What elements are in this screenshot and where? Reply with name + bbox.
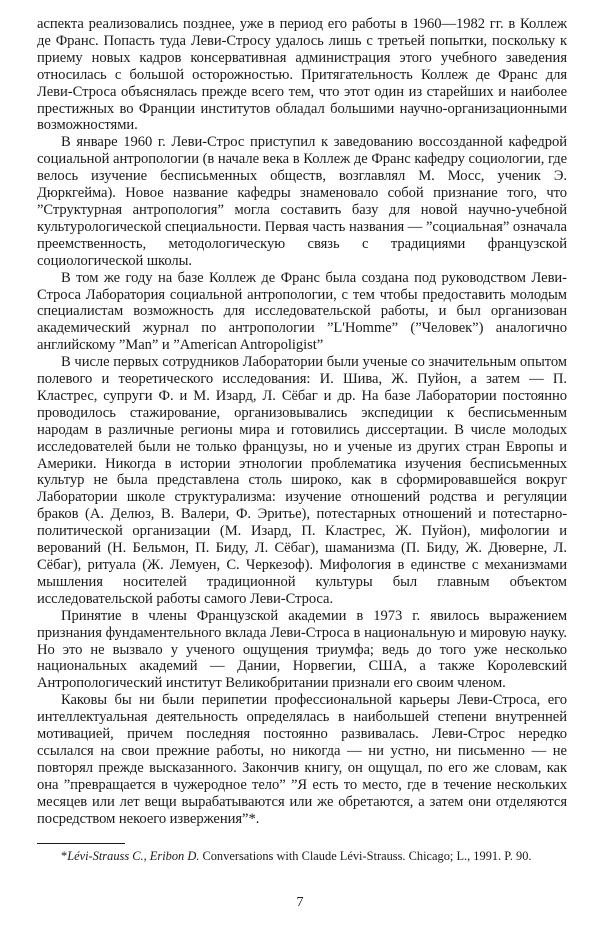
footnote-divider (37, 843, 125, 844)
footnote-marker: * (61, 849, 68, 863)
page-number: 7 (296, 895, 304, 910)
footnote-citation: Conversations with Claude Lévi-Strauss. Chicago; L., 1991. P. 90. (199, 849, 532, 863)
paragraph-6: Каковы бы ни были перипетии профессиональной карьеры Леви-Строса, его интеллектуальная деятельность определялась в наибольшей степени внутренней мотивацией, причем последняя постоянно развивалась. Леви-Строс нередко ссылался на свои прежние работы, но никогда — ни устно, ни письменно — не повторял прежде высказанного. Закончив книгу, он ощущал, по его же словам, как она ”превращается в чужеродное тело” ”Я есть то место, где в течение нескольких месяцев или лет вещи вырабатываются или же обретаются, а затем они отделяются посредством некоего извержения”*. (37, 692, 567, 827)
paragraph-1: аспекта реализовались позднее, уже в период его работы в 1960—1982 гг. в Коллеж де Франс. Попасть туда Леви-Стросу удалось лишь с третьей попытки, поскольку к приему новых кадров консервативная администрация этого учебного заведения относилась с большой осторожностью. Притягательность Коллеж де Франс для Леви-Строса объяснялась прежде всего тем, что этот один из старейших и наиболее престижных во Франции институтов обладал большими научно-организационными возможностями. (37, 16, 567, 134)
paragraph-3: В том же году на базе Коллеж де Франс была создана под руководством Леви-Строса Лаборатория социальной антропологии, с тем чтобы предоставить молодым специалистам возможность для исследовательской работы, и был организован академический журнал по антропологии ”L'Homme” (”Человек”) аналогично английскому ”Man” и ”American Antropoligist” (37, 269, 567, 354)
body-text (37, 16, 567, 828)
page-body (37, 16, 567, 828)
paragraph-2: В январе 1960 г. Леви-Строс приступил к заведованию воссозданной кафедрой социальной антропологии (в начале века в Коллеж де Франс кафедру социологии, где велось изучение бесписьменных обществ, возглавлял М. Мосс, ученик Э. Дюркгейма). Новое название кафедры знаменовало собой признание того, что ”Структурная антропология” могла составить базу для новой научно-учебной культурологической специальности. Первая часть названия — ”социальная” означала преемственность, методологическую связь с традициями французской социологической школы. (37, 134, 567, 269)
paragraph-5: Принятие в члены Французской академии в 1973 г. явилось выражением признания фундаментельного вклада Леви-Строса в национальную и мировую науку. Но это не вызвало у ученого ощущения триумфа; ведь до того уже несколько национальных академий — Дании, Норвегии, США, а также Королевский Антропологический институт Великобритании признали его своим членом. (37, 607, 567, 692)
footnote (37, 849, 567, 864)
paragraph-4: В числе первых сотрудников Лаборатории были ученые со значительным опытом полевого и теоретического исследования: И. Шива, Ж. Пуйон, а затем — П. Кластрес, супруги Ф. и М. Изард, Л. Сёбаг и др. На базе Лаборатории постоянно проводилось стажирование, организовывались экспедиции к бесписьменным народам в различные регионы мира и готовились диссертации. В числе молодых исследователей были не только французы, но и ученые из других стран Европы и Америки. Никогда в истории этнологии проблематика изучения бесписьменных культур не была представлена столь широко, как в сформировавшейся вокруг Лаборатории школе структурализма: изучение отношений родства и регуляции браков (А. Делюз, В. Валери, Ф. Эритье), потестарных отношений и потестарно-политической организации (М. Изард, П. Кластрес, Ж. Пуйон), мифологии и верований (Н. Бельмон, П. Биду, Л. Сёбаг), шаманизма (П. Биду, Ж. Дюверне, Л. Сёбаг), ритуала (Ж. Лемуен, С. Черкезоф). Мифология в единстве с механизмами мышления носителей традиционной культуры был главным объектом исследовательской работы самого Леви-Строса. (37, 354, 567, 607)
footnote-authors: Lévi-Strauss C., Eribon D. (67, 849, 200, 863)
